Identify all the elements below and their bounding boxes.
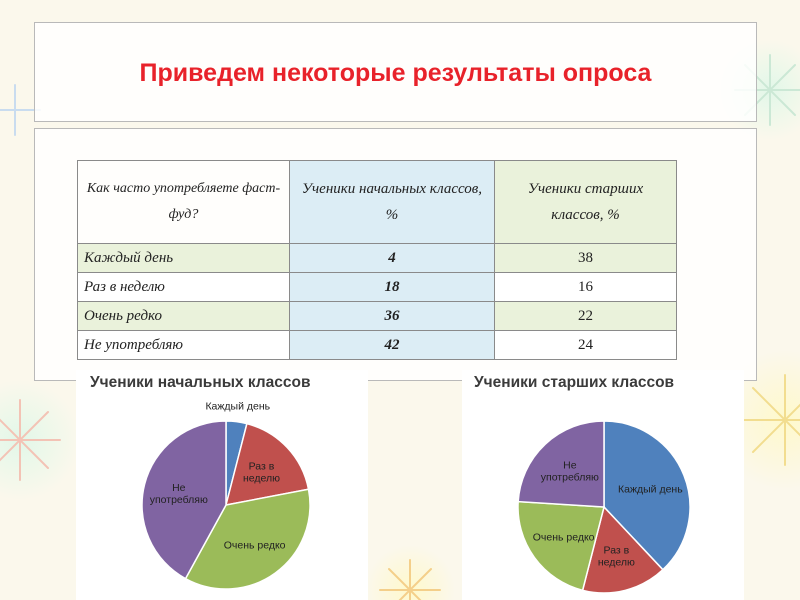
pie-svg	[76, 370, 368, 600]
primary-value: 4	[290, 244, 495, 273]
pie-label-daily: Каждый день	[205, 400, 271, 413]
pie-label-weekly: Раз в неделю	[242, 460, 281, 485]
chart-title: Ученики начальных классов	[90, 374, 311, 391]
table-header-row	[78, 161, 677, 244]
senior-value: 16	[495, 273, 677, 302]
pie-label-daily: Каждый день	[618, 483, 683, 496]
header-primary: Ученики начальных классов, %	[290, 161, 495, 244]
row-label: Не употребляю	[78, 331, 290, 360]
pie-label-rarely: Очень редко	[223, 539, 286, 552]
row-label: Каждый день	[78, 244, 290, 273]
pie-label-never: Не употребляю	[540, 459, 599, 484]
page-title: Приведем некоторые результаты опроса	[139, 59, 652, 87]
title-panel	[34, 22, 757, 122]
header-senior: Ученики старших классов, %	[495, 161, 677, 244]
row-label: Очень редко	[78, 302, 290, 331]
header-question: Как часто употребляете фаст-фуд?	[78, 161, 290, 244]
primary-value: 36	[290, 302, 495, 331]
senior-pie-chart	[462, 370, 744, 600]
table-row	[78, 331, 677, 360]
survey-table	[77, 160, 677, 360]
table-row	[78, 244, 677, 273]
primary-pie-chart	[76, 370, 368, 600]
table-row	[78, 273, 677, 302]
pie-slice-never	[518, 421, 604, 507]
senior-value: 24	[495, 331, 677, 360]
primary-value: 18	[290, 273, 495, 302]
senior-value: 38	[495, 244, 677, 273]
chart-title: Ученики старших классов	[474, 374, 675, 391]
senior-value: 22	[495, 302, 677, 331]
table-row	[78, 302, 677, 331]
primary-value: 42	[290, 331, 495, 360]
pie-label-weekly: Раз в неделю	[597, 544, 635, 569]
pie-svg	[462, 370, 744, 600]
pie-label-never: Не употребляю	[149, 481, 208, 506]
row-label: Раз в неделю	[78, 273, 290, 302]
pie-label-rarely: Очень редко	[532, 531, 595, 544]
